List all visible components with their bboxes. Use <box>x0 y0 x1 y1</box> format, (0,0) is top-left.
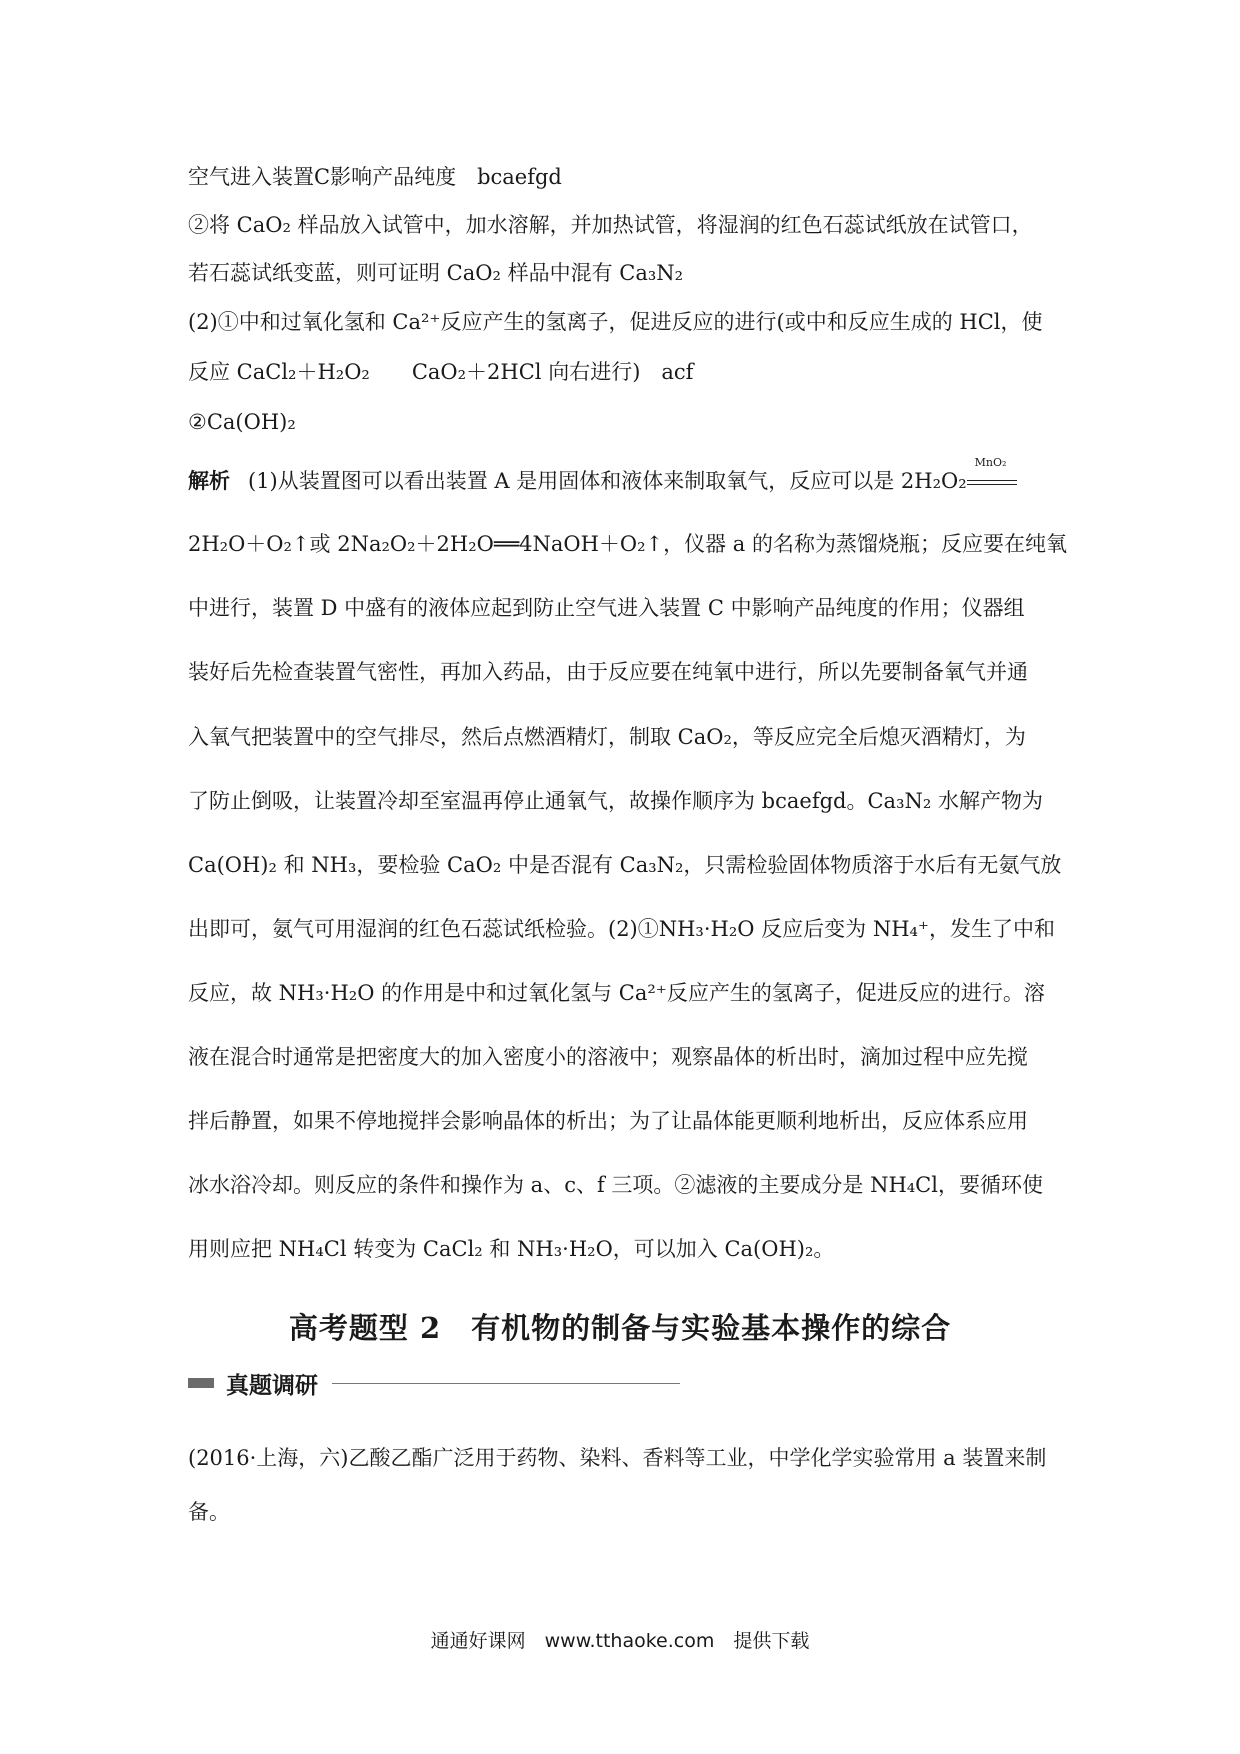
analysis-line-6: 了防止倒吸，让装置冷却至室温再停止通氧气，故操作顺序为 bcaefgd。Ca₃N₂ 水解产物为 <box>188 789 1043 813</box>
answer-line-5: 反应 CaCl₂＋H₂O₂ CaO₂＋2HCl 向右进行) acf <box>188 360 694 384</box>
subheading-marker-icon <box>188 1378 214 1388</box>
analysis-line-1-text: (1)从装置图可以看出装置 A 是用固体和液体来制取氧气，反应可以是 2H₂O₂ <box>248 469 967 493</box>
answer-line-3: 若石蕊试纸变蓝，则可证明 CaO₂ 样品中混有 Ca₃N₂ <box>188 261 684 285</box>
analysis-line-13: 用则应把 NH₄Cl 转变为 CaCl₂ 和 NH₃·H₂O，可以加入 Ca(OH)₂。 <box>188 1237 835 1261</box>
answer-line-2: ②将 CaO₂ 样品放入试管中，加水溶解，并加热试管，将湿润的红色石蕊试纸放在试管口， <box>188 213 1033 237</box>
analysis-line-3: 中进行，装置 D 中盛有的液体应起到防止空气进入装置 C 中影响产品纯度的作用；仪器组 <box>188 596 1025 620</box>
answer-line-6: ②Ca(OH)₂ <box>188 410 296 434</box>
answer-line-4: (2)①中和过氧化氢和 Ca²⁺反应产生的氢离子，促进反应的进行(或中和反应生成的 HCl，使 <box>188 310 1043 334</box>
analysis-line-12: 冰水浴冷却。则反应的条件和操作为 a、c、f 三项。②滤液的主要成分是 NH₄Cl，要循环使 <box>188 1173 1043 1197</box>
answer-line-1: 空气进入装置C影响产品纯度 bcaefgd <box>188 165 562 189</box>
question-line-1: (2016·上海，六)乙酸乙酯广泛用于药物、染料、香料等工业，中学化学实验常用 a 装置来制 <box>188 1446 1047 1470</box>
analysis-label: 解析 <box>188 468 230 493</box>
analysis-line-9: 反应，故 NH₃·H₂O 的作用是中和过氧化氢与 Ca²⁺反应产生的氢离子，促进反应的进行。溶 <box>188 981 1045 1005</box>
analysis-line-5: 入氧气把装置中的空气排尽，然后点燃酒精灯，制取 CaO₂，等反应完全后熄灭酒精灯，为 <box>188 725 1026 749</box>
catalyst-equals-sign <box>967 456 1017 492</box>
subheading-bar <box>188 1369 680 1397</box>
analysis-line-10: 液在混合时通常是把密度大的加入密度小的溶液中；观察晶体的析出时，滴加过程中应先搅 <box>188 1045 1028 1069</box>
analysis-line-7: Ca(OH)₂ 和 NH₃，要检验 CaO₂ 中是否混有 Ca₃N₂，只需检验固体物质溶于水后有无氨气放 <box>188 853 1062 877</box>
analysis-line-8: 出即可，氨气可用湿润的红色石蕊试纸检验。(2)①NH₃·H₂O 反应后变为 NH₄⁺，发生了中和 <box>188 917 1056 941</box>
analysis-line-1 <box>188 456 1058 493</box>
subheading-rule <box>332 1383 680 1384</box>
double-line-icon <box>967 480 1017 485</box>
footer-credit: 通通好课网 www.tthaoke.com 提供下载 <box>430 1630 810 1652</box>
analysis-line-4: 装好后先检查装置气密性，再加入药品，由于反应要在纯氧中进行，所以先要制备氧气并通 <box>188 660 1028 684</box>
question-line-2: 备。 <box>188 1500 230 1524</box>
section-title: 高考题型 2 有机物的制备与实验基本操作的综合 <box>288 1311 952 1345</box>
subheading-text: 真题调研 <box>226 1372 318 1399</box>
analysis-line-2: 2H₂O＋O₂↑或 2Na₂O₂＋2H₂O══4NaOH＋O₂↑，仪器 a 的名称为蒸馏烧瓶；反应要在纯氧 <box>188 532 1068 556</box>
catalyst-label: MnO₂ <box>974 456 1007 469</box>
analysis-line-11: 拌后静置，如果不停地搅拌会影响晶体的析出；为了让晶体能更顺利地析出，反应体系应用 <box>188 1109 1028 1133</box>
